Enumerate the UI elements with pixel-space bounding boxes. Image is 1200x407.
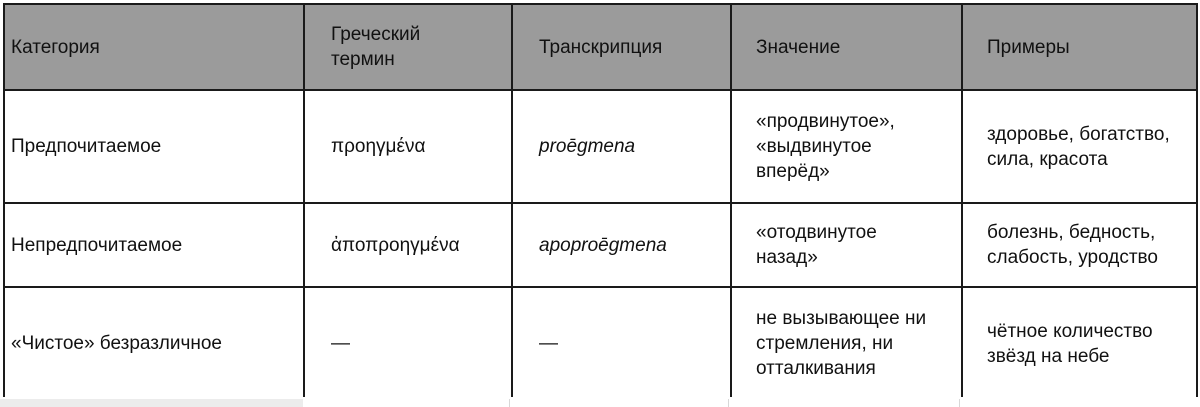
header-cell-examples[interactable]: [962, 4, 1197, 90]
cell-transcription[interactable]: [512, 203, 731, 287]
cell-text: «отодвинутое назад»: [756, 222, 877, 268]
header-cell-category[interactable]: [4, 4, 304, 90]
cell-text: ἀποπροηγμένα: [331, 234, 460, 256]
cell-meaning[interactable]: [731, 287, 962, 400]
table-row: [4, 203, 1197, 287]
column-divider: [959, 399, 960, 407]
cell-category[interactable]: [4, 203, 304, 287]
cell-text: προηγμένα: [331, 136, 426, 157]
header-row: [4, 4, 1197, 90]
cell-text: «Чистое» безразличное: [11, 333, 222, 354]
cell-greek[interactable]: [304, 203, 512, 287]
cell-text: чётное количество звёзд на небе: [987, 320, 1153, 367]
cell-category[interactable]: [4, 90, 304, 203]
cell-text: не вызывающее ни стремления, ни отталкивания: [756, 308, 927, 379]
header-label: Значение: [756, 36, 841, 58]
cell-text: proēgmena: [539, 136, 636, 157]
cell-greek[interactable]: [304, 90, 512, 203]
cell-category[interactable]: [4, 287, 304, 400]
cell-text: болезнь, бедность, слабость, уродство: [987, 222, 1158, 268]
column-divider: [509, 399, 510, 407]
header-label: Категория: [11, 36, 100, 58]
header-cell-transcription[interactable]: [512, 4, 731, 90]
table-row: [4, 90, 1197, 203]
cell-examples[interactable]: [962, 203, 1197, 287]
cell-text: apoproēgmena: [539, 234, 667, 256]
header-label: Транскрипция: [539, 36, 663, 58]
cell-greek[interactable]: [304, 287, 512, 400]
cell-text: здоровье, богатство, сила, красота: [987, 123, 1170, 170]
header-label: Греческий термин: [331, 24, 421, 70]
cell-text: Предпочитаемое: [11, 136, 162, 157]
cell-meaning[interactable]: [731, 203, 962, 287]
header-cell-greek[interactable]: [304, 4, 512, 90]
stoic-indifferents-table: [3, 3, 1198, 401]
spreadsheet-row-strip: [0, 397, 1200, 407]
cell-transcription[interactable]: [512, 90, 731, 203]
cell-examples[interactable]: [962, 287, 1197, 400]
cell-text: «продвинутое», «выдвинутое вперёд»: [756, 111, 895, 182]
column-divider: [728, 399, 729, 407]
header-label: Примеры: [987, 36, 1070, 58]
cell-text: Непредпочитаемое: [11, 234, 183, 256]
cell-text: —: [331, 333, 350, 354]
cell-examples[interactable]: [962, 90, 1197, 203]
table-row: [4, 287, 1197, 400]
selected-column-strip: [0, 399, 303, 407]
cell-transcription[interactable]: [512, 287, 731, 400]
header-cell-meaning[interactable]: [731, 4, 962, 90]
cell-text: —: [539, 333, 558, 354]
cell-meaning[interactable]: [731, 90, 962, 203]
